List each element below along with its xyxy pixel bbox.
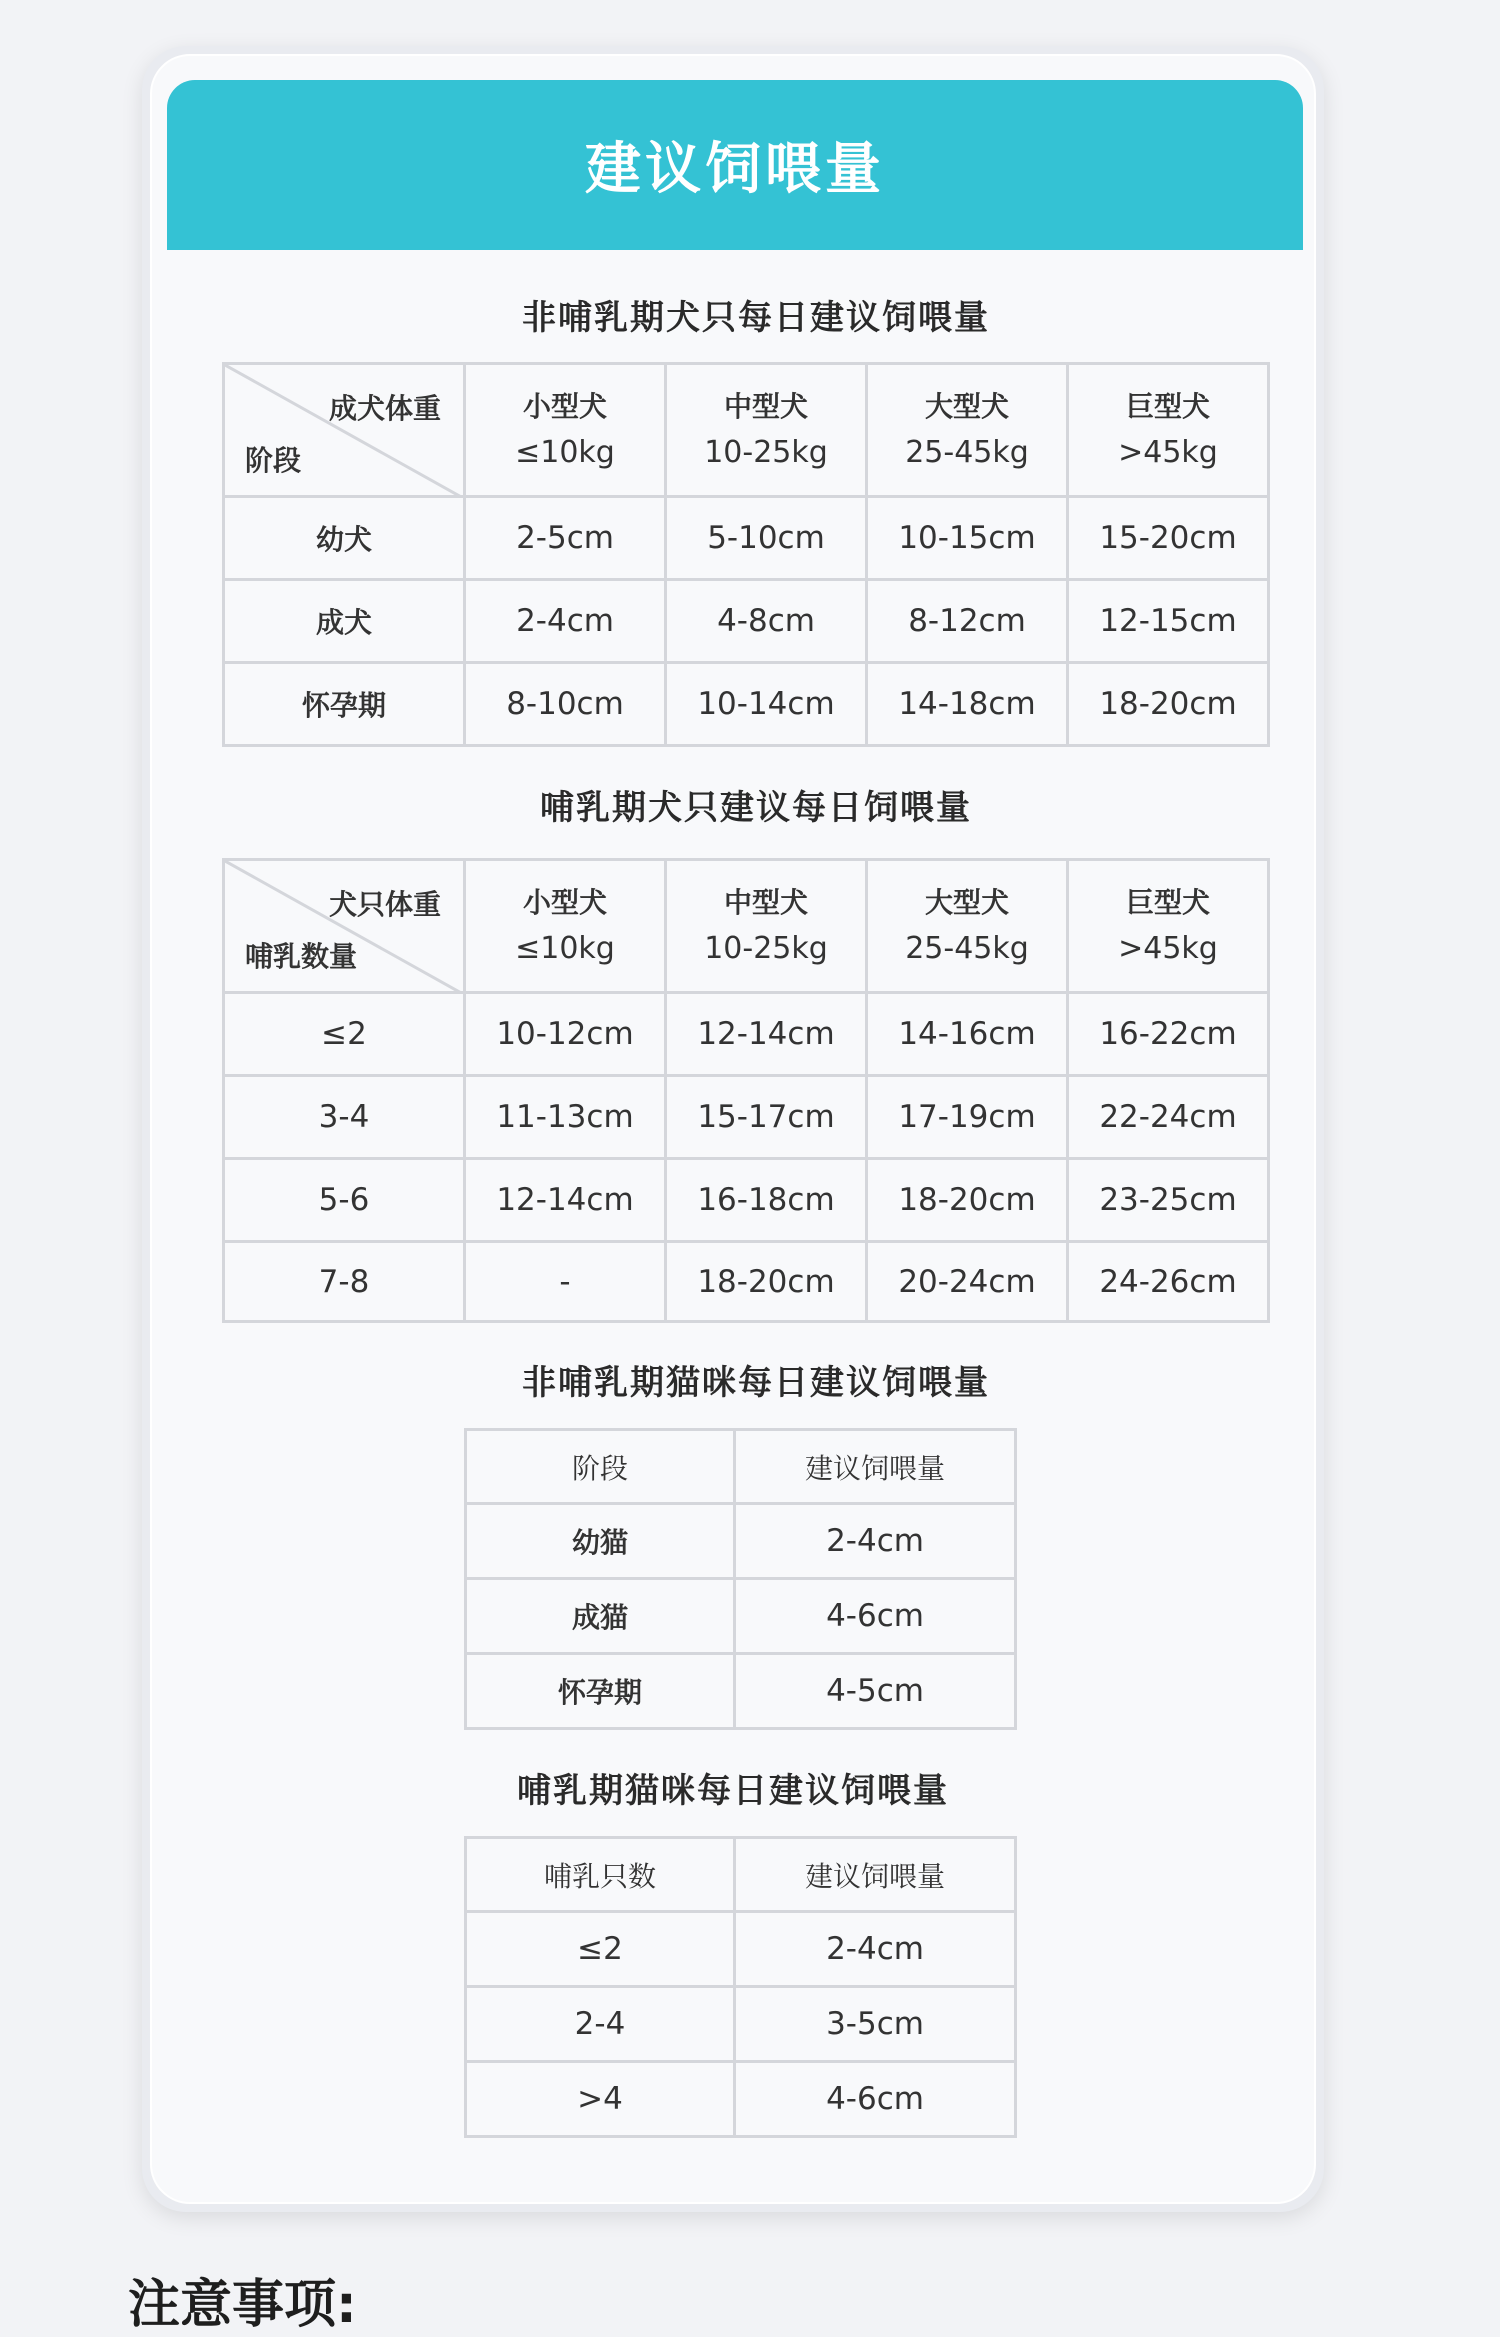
table-cell: 12-15cm [1068,580,1269,663]
column-header: 建议饲喂量 [735,1430,1016,1504]
column-range: >45kg [1118,931,1218,966]
corner-bottom-label: 阶段 [245,444,302,477]
table-header-row [224,860,1269,993]
column-header: 哺乳只数 [466,1838,735,1912]
column-header: 建议饲喂量 [735,1838,1016,1912]
table-cell: 4-6cm [735,2062,1016,2137]
table-cell: 2-5cm [465,497,666,580]
table-cell: 10-15cm [867,497,1068,580]
table-row [224,1159,1269,1242]
column-name: 大型犬 [924,886,1009,919]
column-range: >45kg [1118,435,1218,470]
table-cell: 3-5cm [735,1987,1016,2062]
table-cell: 14-16cm [867,993,1068,1076]
column-name: 巨型犬 [1125,390,1210,423]
table-cell: 4-8cm [666,580,867,663]
column-name: 巨型犬 [1125,886,1210,919]
notes-heading: 注意事项: [128,2275,357,2335]
column-range: 25-45kg [905,435,1029,470]
table-cell: 12-14cm [465,1159,666,1242]
row-label: 成猫 [466,1579,735,1654]
column-header [867,364,1068,497]
row-label: 怀孕期 [466,1654,735,1729]
table-cell: 4-6cm [735,1579,1016,1654]
table-cell: 2-4cm [465,580,666,663]
section-title-dog-lactating: 哺乳期犬只建议每日饲喂量 [540,788,972,828]
column-name: 中型犬 [723,886,808,919]
cat-non-lactating-table [464,1428,1017,1730]
row-label: ≤2 [466,1912,735,1987]
table-row [466,1579,1016,1654]
column-header [666,860,867,993]
column-name: 小型犬 [522,886,607,919]
table-row [466,1654,1016,1729]
banner [167,80,1303,250]
table-row [224,993,1269,1076]
column-header: 阶段 [466,1430,735,1504]
section-title-dog-non-lactating: 非哺乳期犬只每日建议饲喂量 [522,298,990,338]
table-cell: 5-10cm [666,497,867,580]
table-cell: 24-26cm [1068,1242,1269,1322]
table-cell: 8-12cm [867,580,1068,663]
column-range: 10-25kg [704,435,828,470]
cat-lactating-table [464,1836,1017,2138]
table-cell: 23-25cm [1068,1159,1269,1242]
table-cell: 4-5cm [735,1654,1016,1729]
column-range: 10-25kg [704,931,828,966]
dog-lactating-table [222,858,1270,1323]
row-label: >4 [466,2062,735,2137]
row-label: 2-4 [466,1987,735,2062]
table-cell: 8-10cm [465,663,666,746]
table-row [224,663,1269,746]
table-cell: 18-20cm [666,1242,867,1322]
row-label: 成犬 [224,580,465,663]
column-header [867,860,1068,993]
table-cell: 22-24cm [1068,1076,1269,1159]
column-range: ≤10kg [515,931,615,966]
corner-bottom-label: 哺乳数量 [245,940,358,973]
row-label: ≤2 [224,993,465,1076]
table-header-row [466,1430,1016,1504]
table-cell: 15-20cm [1068,497,1269,580]
row-label: 幼犬 [224,497,465,580]
corner-top-label: 犬只体重 [328,888,441,921]
column-header [666,364,867,497]
table-cell: 11-13cm [465,1076,666,1159]
banner-title: 建议饲喂量 [585,137,885,202]
corner-cell [224,860,465,993]
table-cell: 2-4cm [735,1504,1016,1579]
table-cell: 18-20cm [867,1159,1068,1242]
column-name: 大型犬 [924,390,1009,423]
column-header [1068,860,1269,993]
table-row [224,1076,1269,1159]
table-header-row [224,364,1269,497]
corner-cell [224,364,465,497]
column-header [465,364,666,497]
section-title-cat-non-lactating: 非哺乳期猫咪每日建议饲喂量 [522,1363,990,1403]
table-cell: 17-19cm [867,1076,1068,1159]
table-cell: 16-18cm [666,1159,867,1242]
corner-top-label: 成犬体重 [328,392,441,425]
column-name: 小型犬 [522,390,607,423]
table-cell: 2-4cm [735,1912,1016,1987]
table-cell: 14-18cm [867,663,1068,746]
table-cell: 10-14cm [666,663,867,746]
row-label: 幼猫 [466,1504,735,1579]
table-cell: 18-20cm [1068,663,1269,746]
table-cell: - [465,1242,666,1322]
table-row [224,580,1269,663]
table-row [466,1912,1016,1987]
column-name: 中型犬 [723,390,808,423]
column-header [1068,364,1269,497]
table-cell: 15-17cm [666,1076,867,1159]
column-range: ≤10kg [515,435,615,470]
table-cell: 16-22cm [1068,993,1269,1076]
table-cell: 20-24cm [867,1242,1068,1322]
section-title-cat-lactating: 哺乳期猫咪每日建议饲喂量 [517,1771,949,1811]
table-header-row [466,1838,1016,1912]
table-row [466,2062,1016,2137]
dog-non-lactating-table [222,362,1270,747]
table-cell: 10-12cm [465,993,666,1076]
table-row [224,497,1269,580]
column-range: 25-45kg [905,931,1029,966]
row-label: 5-6 [224,1159,465,1242]
table-row [224,1242,1269,1322]
table-cell: 12-14cm [666,993,867,1076]
table-row [466,1987,1016,2062]
column-header [465,860,666,993]
row-label: 怀孕期 [224,663,465,746]
row-label: 7-8 [224,1242,465,1322]
table-row [466,1504,1016,1579]
row-label: 3-4 [224,1076,465,1159]
